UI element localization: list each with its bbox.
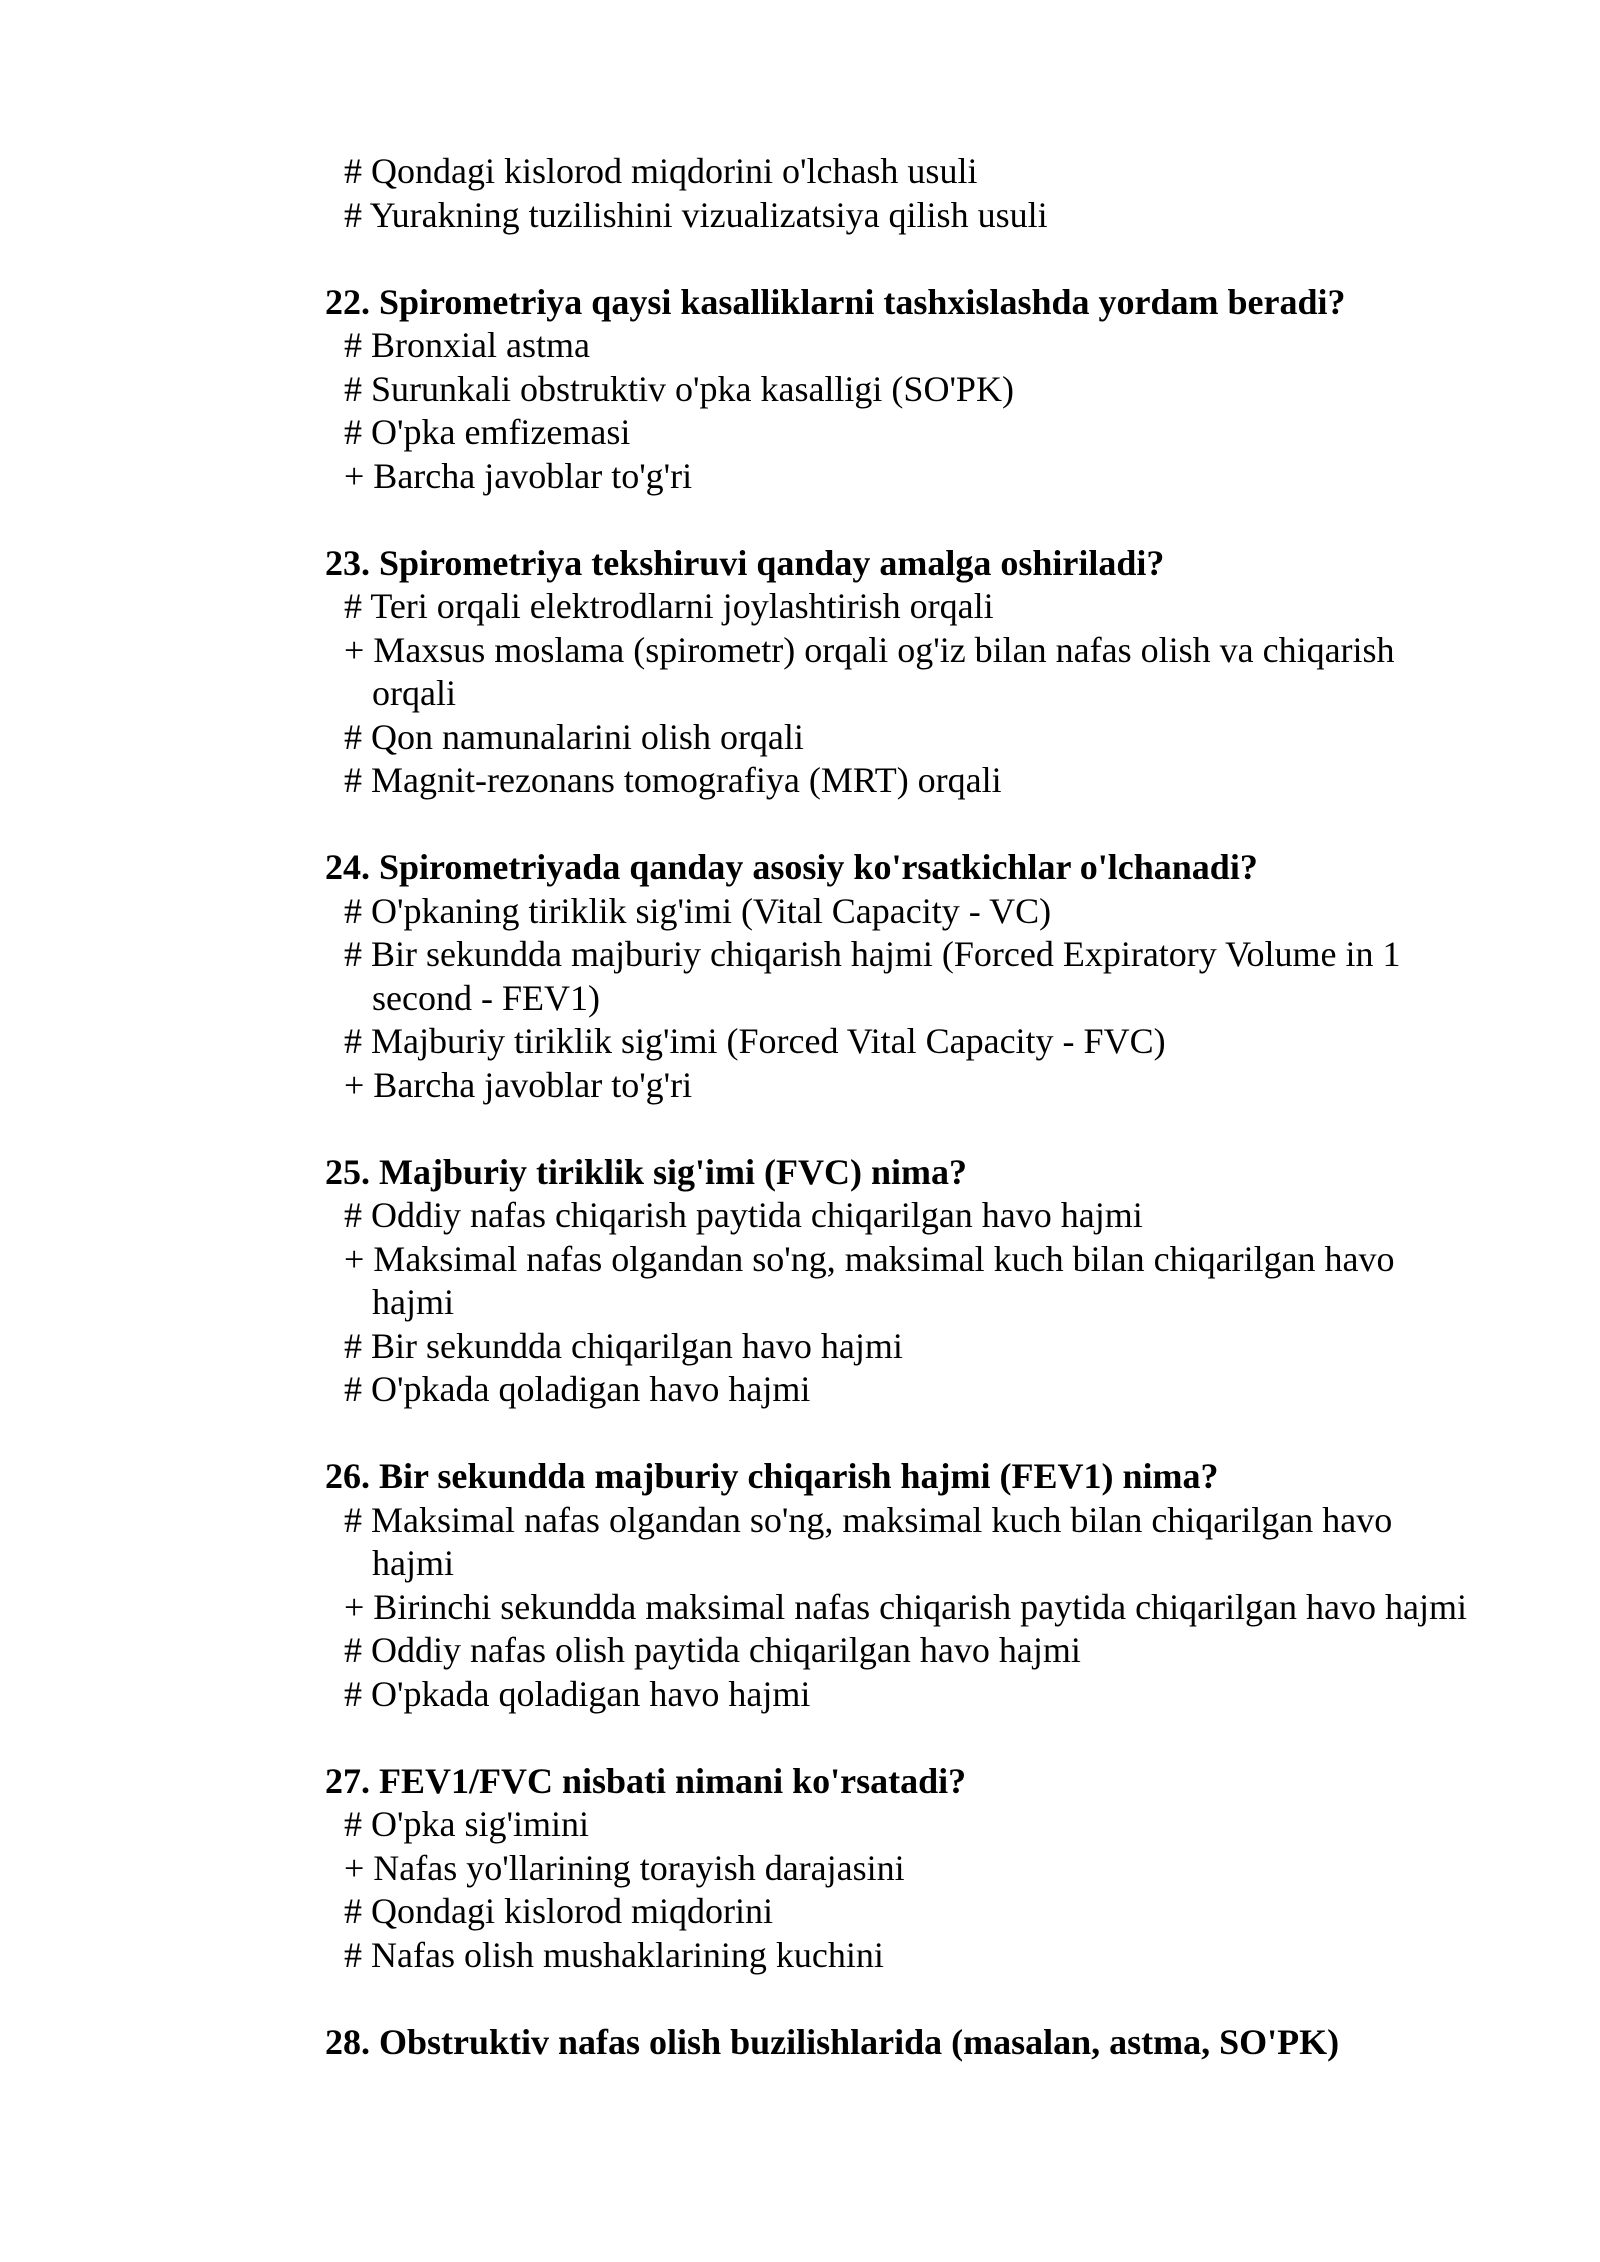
answer-option: # Yurakning tuzilishini vizualizatsiya qilish usuli [344, 194, 1048, 235]
correct-answer-option: + Maxsus moslama (spirometr) orqali og'iz bilan nafas olish va chiqarish orqali [344, 629, 1395, 713]
answer-option: # Surunkali obstruktiv o'pka kasalligi (SO'PK) [344, 368, 1014, 409]
question-block-28 [325, 2021, 1475, 2065]
block-spacer [325, 803, 1475, 847]
answer-option: # O'pkada qoladigan havo hajmi [344, 1673, 811, 1714]
correct-answer-option: + Maksimal nafas olgandan so'ng, maksimal kuch bilan chiqarilgan havo hajmi [344, 1238, 1395, 1322]
block-spacer [325, 237, 1475, 281]
block-spacer [325, 498, 1475, 542]
question-block-26 [325, 1455, 1475, 1716]
answer-option: # Oddiy nafas olish paytida chiqarilgan havo hajmi [344, 1630, 1081, 1670]
correct-answer-option: + Barcha javoblar to'g'ri [344, 455, 693, 496]
answer-option: # Qon namunalarini olish orqali [344, 716, 804, 757]
answer-option: # Qondagi kislorod miqdorini [344, 1891, 773, 1931]
question-text: 27. FEV1/FVC nisbati nimani ko'rsatadi? [325, 1760, 967, 1801]
answer-option: # Bir sekundda majburiy chiqarish hajmi (Forced Expiratory Volume in 1 second - FEV1) [344, 934, 1401, 1018]
answer-option: # Teri orqali elektrodlarni joylashtirish orqali [344, 586, 994, 626]
question-text: 25. Majburiy tiriklik sig'imi (FVC) nima? [325, 1151, 967, 1192]
block-spacer [325, 1716, 1475, 1760]
question-text: 22. Spirometriya qaysi kasalliklarni tashxislashda yordam beradi? [325, 281, 1346, 322]
question-block-21-continued [325, 150, 1475, 237]
answer-option: # Bir sekundda chiqarilgan havo hajmi [344, 1325, 903, 1366]
question-text: 24. Spirometriyada qanday asosiy ko'rsatkichlar o'lchanadi? [325, 847, 1258, 887]
answer-option: # O'pka sig'imini [344, 1804, 589, 1844]
question-text: 26. Bir sekundda majburiy chiqarish hajmi (FEV1) nima? [325, 1456, 1219, 1496]
answer-option: # Magnit-rezonans tomografiya (MRT) orqali [344, 760, 1002, 800]
correct-answer-option: + Barcha javoblar to'g'ri [344, 1064, 693, 1105]
answer-option: # Majburiy tiriklik sig'imi (Forced Vital Capacity - FVC) [344, 1021, 1166, 1061]
block-spacer [325, 1107, 1475, 1151]
answer-option: # Nafas olish mushaklarining kuchini [344, 1934, 884, 1975]
answer-option: # Maksimal nafas olgandan so'ng, maksimal kuch bilan chiqarilgan havo hajmi [344, 1499, 1393, 1583]
question-text: 28. Obstruktiv nafas olish buzilishlarida (masalan, astma, SO'PK) [325, 2021, 1340, 2062]
correct-answer-option: + Nafas yo'llarining torayish darajasini [344, 1847, 905, 1888]
question-block-27 [325, 1760, 1475, 1978]
answer-option: # O'pka emfizemasi [344, 412, 631, 452]
answer-option: # Qondagi kislorod miqdorini o'lchash usuli [344, 151, 978, 191]
question-text: 23. Spirometriya tekshiruvi qanday amalga oshiriladi? [325, 542, 1165, 583]
block-spacer [325, 1412, 1475, 1456]
quiz-content [325, 150, 1475, 2064]
question-block-24 [325, 846, 1475, 1107]
answer-option: # O'pkaning tiriklik sig'imi (Vital Capacity - VC) [344, 890, 1052, 931]
answer-option: # Bronxial astma [344, 325, 590, 365]
answer-option: # Oddiy nafas chiqarish paytida chiqarilgan havo hajmi [344, 1195, 1143, 1235]
block-spacer [325, 1977, 1475, 2021]
correct-answer-option: + Birinchi sekundda maksimal nafas chiqarish paytida chiqarilgan havo hajmi [344, 1586, 1467, 1627]
answer-option: # O'pkada qoladigan havo hajmi [344, 1369, 811, 1409]
question-block-25 [325, 1151, 1475, 1412]
question-block-22 [325, 281, 1475, 499]
question-block-23 [325, 542, 1475, 803]
